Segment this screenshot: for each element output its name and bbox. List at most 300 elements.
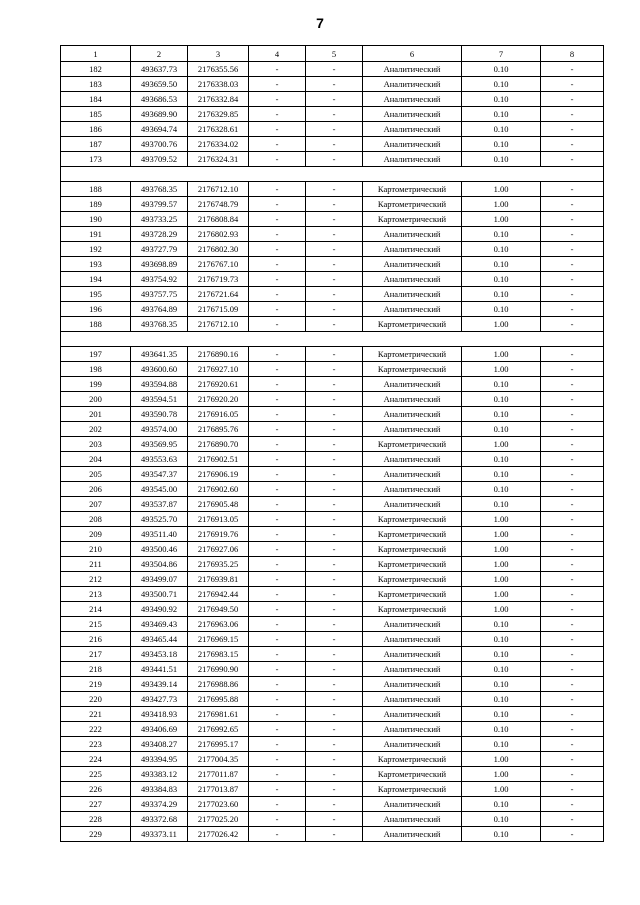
table-cell: 204 [61,452,131,467]
table-cell: - [541,557,604,572]
table-cell: - [306,617,363,632]
table-cell: 2176329.85 [188,107,249,122]
table-cell: - [249,752,306,767]
table-cell: - [541,362,604,377]
table-cell: 211 [61,557,131,572]
table-cell: 2176334.02 [188,137,249,152]
table-cell: - [306,287,363,302]
table-cell: 0.10 [462,662,541,677]
table-cell: 493569.95 [131,437,188,452]
table-cell: 2176935.25 [188,557,249,572]
table-cell: 198 [61,362,131,377]
table-cell: 2176748.79 [188,197,249,212]
table-cell: 2176890.70 [188,437,249,452]
table-cell: - [306,737,363,752]
table-cell: 228 [61,812,131,827]
table-cell: 493659.50 [131,77,188,92]
table-row [61,242,604,257]
table-cell: Аналитический [363,392,462,407]
table-cell: - [541,587,604,602]
table-cell: 493427.73 [131,692,188,707]
table-cell: 1.00 [462,587,541,602]
table-cell: 200 [61,392,131,407]
table-cell: - [306,827,363,842]
table-cell: 0.10 [462,812,541,827]
table-cell: 0.10 [462,257,541,272]
table-cell: Аналитический [363,272,462,287]
table-cell: Аналитический [363,722,462,737]
table-cell: 2176981.61 [188,707,249,722]
table-row [61,377,604,392]
table-cell: - [249,287,306,302]
table-cell: 2176719.73 [188,272,249,287]
table-row [61,602,604,617]
table-cell: 493372.68 [131,812,188,827]
table-cell: 493373.11 [131,827,188,842]
table-row [61,107,604,122]
table-cell: 188 [61,317,131,332]
table-cell: - [249,512,306,527]
table-cell: 1.00 [462,212,541,227]
table-row [61,812,604,827]
table-cell: 0.10 [462,227,541,242]
table-cell: - [249,482,306,497]
table-row [61,767,604,782]
table-row [61,542,604,557]
table-cell: 196 [61,302,131,317]
table-cell: 0.10 [462,482,541,497]
table-cell: - [541,347,604,362]
table-cell: 2176802.93 [188,227,249,242]
table-cell: 2176715.09 [188,302,249,317]
table-cell: 2176767.10 [188,257,249,272]
table-cell: 493545.00 [131,482,188,497]
table-cell: 2177023.60 [188,797,249,812]
table-cell: 203 [61,437,131,452]
table-cell: 2176916.05 [188,407,249,422]
table-cell: - [249,392,306,407]
table-cell: 1.00 [462,542,541,557]
table-cell: - [306,557,363,572]
table-cell: - [541,182,604,197]
table-cell: 0.10 [462,407,541,422]
table-cell: 229 [61,827,131,842]
table-cell: - [306,107,363,122]
table-cell: Аналитический [363,77,462,92]
table-cell: - [541,647,604,662]
table-cell: 493637.73 [131,62,188,77]
table-cell: 182 [61,62,131,77]
table-cell: Аналитический [363,107,462,122]
table-cell: 1.00 [462,317,541,332]
table-cell: - [306,347,363,362]
table-cell: 493500.46 [131,542,188,557]
table-row [61,77,604,92]
table-cell: - [249,692,306,707]
table-cell: 2176949.50 [188,602,249,617]
table-cell: Аналитический [363,257,462,272]
table-cell: - [306,692,363,707]
table-row [61,692,604,707]
table-cell: - [541,692,604,707]
table-cell: 2177025.20 [188,812,249,827]
table-cell: 493500.71 [131,587,188,602]
table-cell: - [541,272,604,287]
table-cell: - [249,737,306,752]
table-cell: - [249,632,306,647]
table-cell: 2176902.60 [188,482,249,497]
table-cell: Картометрический [363,182,462,197]
table-cell: 493641.35 [131,347,188,362]
blank-cell [61,332,604,347]
table-row [61,197,604,212]
table-cell: - [541,497,604,512]
table-cell: - [249,227,306,242]
table-cell: - [541,827,604,842]
table-cell: - [306,272,363,287]
table-cell: 0.10 [462,122,541,137]
table-cell: - [249,542,306,557]
table-cell: 202 [61,422,131,437]
table-cell: 493525.70 [131,512,188,527]
column-header: 4 [249,46,306,62]
table-cell: - [541,707,604,722]
table-cell: - [306,302,363,317]
table-cell: 192 [61,242,131,257]
table-cell: - [249,347,306,362]
table-cell: - [541,287,604,302]
table-cell: - [306,647,363,662]
table-cell: 493594.51 [131,392,188,407]
table-cell: - [306,797,363,812]
table-cell: Аналитический [363,467,462,482]
table-row [61,752,604,767]
table-cell: - [541,212,604,227]
table-cell: 493689.90 [131,107,188,122]
table-cell: 2176890.16 [188,347,249,362]
table-cell: 2176355.56 [188,62,249,77]
table-cell: - [249,452,306,467]
table-cell: - [249,137,306,152]
table-cell: 2176995.88 [188,692,249,707]
table-cell: - [541,437,604,452]
table-row [61,707,604,722]
table-row [61,347,604,362]
column-header: 6 [363,46,462,62]
column-header: 5 [306,46,363,62]
table-row [61,677,604,692]
table-row [61,827,604,842]
table-cell: - [541,452,604,467]
table-cell: - [541,317,604,332]
table-cell: - [306,392,363,407]
table-cell: 0.10 [462,617,541,632]
table-cell: - [249,107,306,122]
table-cell: 173 [61,152,131,167]
table-row [61,257,604,272]
table-cell: Картометрический [363,197,462,212]
table-cell: - [306,752,363,767]
table-cell: - [306,407,363,422]
table-cell: - [306,437,363,452]
table-cell: - [249,497,306,512]
table-row [61,512,604,527]
table-cell: 493754.92 [131,272,188,287]
table-cell: - [249,827,306,842]
table-cell: - [306,227,363,242]
table-cell: 208 [61,512,131,527]
column-header: 1 [61,46,131,62]
table-cell: - [306,782,363,797]
table-cell: 2176919.76 [188,527,249,542]
table-cell: 2176802.30 [188,242,249,257]
table-cell: - [249,422,306,437]
table-cell: 219 [61,677,131,692]
table-cell: Аналитический [363,677,462,692]
table-cell: 1.00 [462,527,541,542]
table-cell: - [249,302,306,317]
table-cell: 493511.40 [131,527,188,542]
table-cell: - [306,182,363,197]
table-cell: Картометрический [363,782,462,797]
table-cell: 227 [61,797,131,812]
table-cell: 0.10 [462,422,541,437]
table-cell: 493453.18 [131,647,188,662]
table-cell: 0.10 [462,497,541,512]
table-cell: 493374.29 [131,797,188,812]
table-row [61,737,604,752]
table-cell: 195 [61,287,131,302]
table-cell: 205 [61,467,131,482]
table-cell: - [249,722,306,737]
table-cell: Аналитический [363,662,462,677]
table-cell: - [306,482,363,497]
table-cell: 2176895.76 [188,422,249,437]
table-cell: 493465.44 [131,632,188,647]
table-cell: 0.10 [462,92,541,107]
table-row [61,572,604,587]
table-cell: 493686.53 [131,92,188,107]
table-cell: 218 [61,662,131,677]
table-cell: - [541,197,604,212]
table-cell: Аналитический [363,92,462,107]
table-cell: - [541,677,604,692]
table-cell: 493799.57 [131,197,188,212]
table-cell: Аналитический [363,242,462,257]
blank-row [61,332,604,347]
table-cell: 2176988.86 [188,677,249,692]
table-cell: - [306,677,363,692]
table-cell: 1.00 [462,182,541,197]
table-cell: - [541,527,604,542]
table-cell: - [306,62,363,77]
table-row [61,482,604,497]
blank-row [61,167,604,182]
table-cell: 0.10 [462,302,541,317]
table-cell: - [306,722,363,737]
table-cell: Картометрический [363,602,462,617]
table-row [61,467,604,482]
table-cell: - [306,317,363,332]
table-row [61,497,604,512]
table-cell: Аналитический [363,407,462,422]
table-cell: - [541,227,604,242]
table-cell: 493418.93 [131,707,188,722]
table-cell: 217 [61,647,131,662]
table-cell: - [306,362,363,377]
table-cell: 2176906.19 [188,467,249,482]
table-cell: 2176338.03 [188,77,249,92]
table-cell: 493504.86 [131,557,188,572]
table-cell: - [249,362,306,377]
table-cell: 0.10 [462,647,541,662]
column-header: 7 [462,46,541,62]
table-cell: - [306,137,363,152]
table-cell: 185 [61,107,131,122]
table-cell: 2176712.10 [188,182,249,197]
table-cell: - [306,257,363,272]
table-cell: 214 [61,602,131,617]
table-cell: 493383.12 [131,767,188,782]
table-cell: - [306,587,363,602]
table-cell: 194 [61,272,131,287]
table-cell: - [249,677,306,692]
table-row [61,437,604,452]
table-cell: 0.10 [462,452,541,467]
table-cell: Картометрический [363,212,462,227]
table-cell: 220 [61,692,131,707]
table-cell: Аналитический [363,707,462,722]
table-cell: - [541,302,604,317]
table-cell: 189 [61,197,131,212]
table-cell: Аналитический [363,422,462,437]
table-cell: - [249,122,306,137]
table-cell: 1.00 [462,767,541,782]
table-cell: - [541,512,604,527]
table-row [61,797,604,812]
table-cell: - [249,527,306,542]
table-cell: - [306,467,363,482]
table-cell: - [249,197,306,212]
table-cell: Картометрический [363,752,462,767]
table-cell: 0.10 [462,707,541,722]
table-cell: 0.10 [462,272,541,287]
page-number: 7 [316,15,324,31]
table-cell: 2176721.64 [188,287,249,302]
table-cell: 2176808.84 [188,212,249,227]
table-cell: 493406.69 [131,722,188,737]
table-cell: Картометрический [363,362,462,377]
table-cell: 2176913.05 [188,512,249,527]
table-cell: - [541,572,604,587]
table-cell: Картометрический [363,317,462,332]
table-cell: - [249,767,306,782]
table-cell: - [306,662,363,677]
table-cell: 493384.83 [131,782,188,797]
table-cell: - [249,587,306,602]
table-cell: - [249,557,306,572]
table-cell: 1.00 [462,602,541,617]
table-cell: 493394.95 [131,752,188,767]
table-cell: 215 [61,617,131,632]
table-cell: - [306,242,363,257]
table-cell: Картометрический [363,542,462,557]
table-cell: 493574.00 [131,422,188,437]
table-row [61,317,604,332]
table-row [61,212,604,227]
table-cell: 0.10 [462,77,541,92]
table-row [61,302,604,317]
table-cell: - [541,617,604,632]
table-cell: 2177004.35 [188,752,249,767]
table-cell: - [306,122,363,137]
table-cell: 224 [61,752,131,767]
table-cell: 493709.52 [131,152,188,167]
table-cell: 2176920.61 [188,377,249,392]
table-cell: 2176712.10 [188,317,249,332]
table-cell: 2176927.10 [188,362,249,377]
table-cell: - [541,602,604,617]
table-cell: 2176905.48 [188,497,249,512]
table-cell: 1.00 [462,557,541,572]
table-cell: - [541,767,604,782]
table-cell: 0.10 [462,677,541,692]
table-cell: Аналитический [363,227,462,242]
table-cell: 0.10 [462,827,541,842]
table-cell: Аналитический [363,482,462,497]
table-cell: 2177026.42 [188,827,249,842]
table-cell: 2176927.06 [188,542,249,557]
table-cell: 0.10 [462,392,541,407]
table-cell: - [541,257,604,272]
table-cell: 2176963.06 [188,617,249,632]
table-cell: - [306,197,363,212]
table-cell: 493594.88 [131,377,188,392]
table-cell: - [306,77,363,92]
table-cell: - [249,467,306,482]
table-cell: - [541,722,604,737]
table-cell: 2177011.87 [188,767,249,782]
table-cell: 193 [61,257,131,272]
table-cell: - [249,62,306,77]
table-cell: 493698.89 [131,257,188,272]
table-cell: Аналитический [363,137,462,152]
table-cell: Аналитический [363,692,462,707]
table-cell: 225 [61,767,131,782]
table-cell: - [249,437,306,452]
table-cell: Аналитический [363,797,462,812]
table-cell: - [541,752,604,767]
table-cell: 493694.74 [131,122,188,137]
table-cell: - [541,407,604,422]
table-cell: 0.10 [462,242,541,257]
table-cell: Аналитический [363,632,462,647]
table-body [61,62,604,842]
table-cell: - [541,482,604,497]
table-cell: 190 [61,212,131,227]
table-row [61,452,604,467]
table-cell: 493727.79 [131,242,188,257]
table-cell: 493600.60 [131,362,188,377]
table-cell: 493757.75 [131,287,188,302]
table-cell: - [249,242,306,257]
table-cell: - [541,92,604,107]
table-cell: 0.10 [462,377,541,392]
table-cell: - [541,152,604,167]
table-cell: Аналитический [363,452,462,467]
table-cell: Картометрический [363,512,462,527]
table-cell: - [249,182,306,197]
